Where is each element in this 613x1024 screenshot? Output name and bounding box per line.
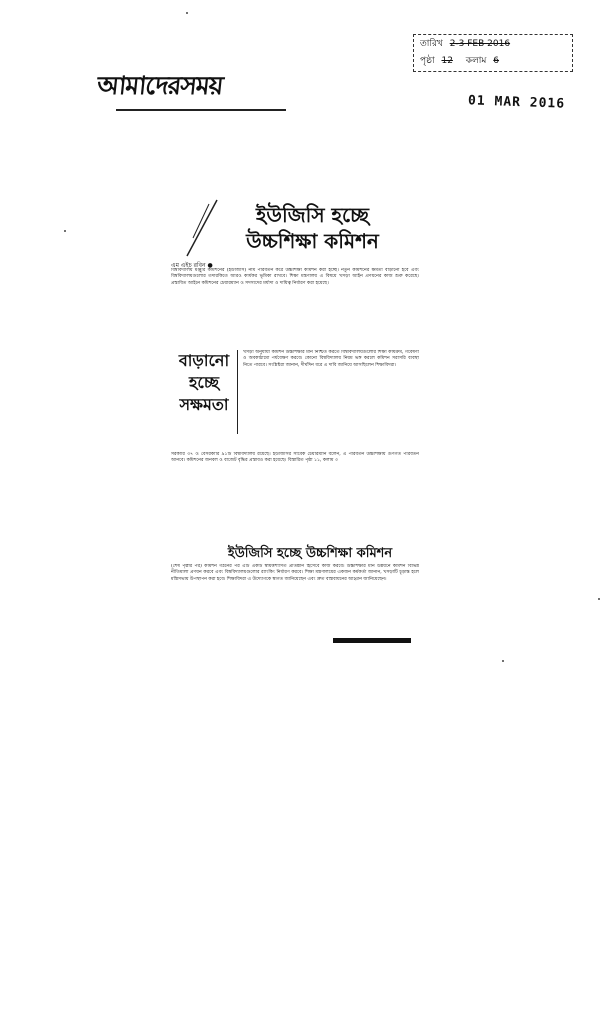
stamp-page-value: 12 bbox=[441, 56, 453, 66]
stamp-date-value: 2-3 FEB 2016 bbox=[449, 39, 511, 49]
headline-line-1: ইউজিসি হচ্ছে bbox=[256, 203, 369, 227]
news-clipping bbox=[165, 190, 427, 680]
pull-quote-line-1: বাড়ানো bbox=[178, 351, 230, 370]
stamp-date-row bbox=[420, 36, 566, 53]
article-byline: এম এইচ রবিন ● bbox=[171, 262, 213, 269]
clipping-stamp bbox=[413, 34, 573, 72]
pull-quote bbox=[171, 350, 238, 434]
article-paragraph-2: খসড়া অনুযায়ী কমিশন উচ্চশিক্ষার মান নিশ্চিত করতে বিশ্ববিদ্যালয়গুলোর শিক্ষা কার্যক্রম, গবেষণা ও অবকাঠামো পর্যবেক্ষণ করবে। কোনো বিশ্ববিদ্যালয় নিয়ম ভঙ্গ করলে কমিশন সরাসরি ব্যবস্থা নিতে পারবে। সংশ্লিষ্টরা জানান, দীর্ঘদিন ধরে এ দাবি জানিয়ে আসছিলেন শিক্ষাবিদরা। bbox=[243, 350, 419, 368]
stamp-page-label: পৃষ্ঠা bbox=[420, 56, 435, 66]
stamp-date-label: তারিখ bbox=[420, 39, 443, 49]
speck-mark bbox=[64, 230, 66, 232]
publication-date-stamp: 01 MAR 2016 bbox=[467, 93, 566, 112]
headline-line-2: উচ্চশিক্ষা কমিশন bbox=[246, 229, 379, 253]
article-headline bbox=[210, 202, 415, 254]
newspaper-masthead: আমাদেরসময় bbox=[95, 71, 225, 100]
speck-mark bbox=[598, 598, 600, 600]
speck-mark bbox=[502, 660, 504, 662]
continued-headline: ইউজিসি হচ্ছে উচ্চশিক্ষা কমিশন bbox=[227, 546, 393, 561]
stamp-column-value: 6 bbox=[493, 56, 500, 66]
pull-quote-line-2: হচ্ছে bbox=[189, 373, 219, 392]
article-paragraph-1: বিশ্ববিদ্যালয় মঞ্জুরি কমিশনের (ইউজিসি) নাম পরিবর্তন করে উচ্চশিক্ষা কমিশন করা হচ্ছে। নতুন কমিশনের ক্ষমতা বাড়ানো হবে এবং বিশ্ববিদ্যালয়গুলোর তদারকিতে আরও কার্যকর ভূমিকা রাখবে। শিক্ষা মন্ত্রণালয় এ বিষয়ে খসড়া আইন প্রণয়নের কাজ শুরু করেছে। প্রস্তাবিত আইনে কমিশনের চেয়ারম্যান ও সদস্যদের মর্যাদা ও দায়িত্ব নির্ধারণ করা হয়েছে। bbox=[171, 268, 419, 286]
stamp-column-label: কলাম bbox=[465, 56, 487, 66]
masthead-underline bbox=[116, 109, 286, 111]
article-paragraph-4: (শেষ পৃষ্ঠার পর) কমিশন গঠনের পর এটি একটি স্বায়ত্তশাসিত প্রতিষ্ঠান হিসেবে কাজ করবে। উচ্চশিক্ষার মান উন্নয়নে কমিশন বিভিন্ন নীতিমালা প্রণয়ন করবে এবং বিশ্ববিদ্যালয়গুলোর র‍্যাংকিং নির্ধারণ করবে। শিক্ষা মন্ত্রণালয়ের একজন কর্মকর্তা জানান, খসড়াটি চূড়ান্ত হলে মন্ত্রিসভায় উপস্থাপন করা হবে। শিক্ষাবিদরা এ উদ্যোগকে স্বাগত জানিয়েছেন এবং দ্রুত বাস্তবায়নের আহ্বান জানিয়েছেন। bbox=[171, 564, 419, 582]
speck-mark bbox=[186, 12, 188, 14]
article-paragraph-3: সরকারি ৩৭ ও বেসরকারি ৯১টি বিশ্ববিদ্যালয় রয়েছে। ইউজিসির সাবেক চেয়ারম্যান বলেন, এ পরিবর্তন উচ্চশিক্ষায় গুণগত পরিবর্তন আনবে। কমিশনের জনবল ও বাজেট বৃদ্ধির প্রস্তাবও করা হয়েছে। বিস্তারিত পৃষ্ঠা ১১, কলাম ৩ bbox=[171, 452, 419, 464]
stamp-page-row bbox=[420, 53, 566, 70]
ink-smudge bbox=[333, 638, 411, 643]
pull-quote-line-3: সক্ষমতা bbox=[179, 395, 229, 414]
